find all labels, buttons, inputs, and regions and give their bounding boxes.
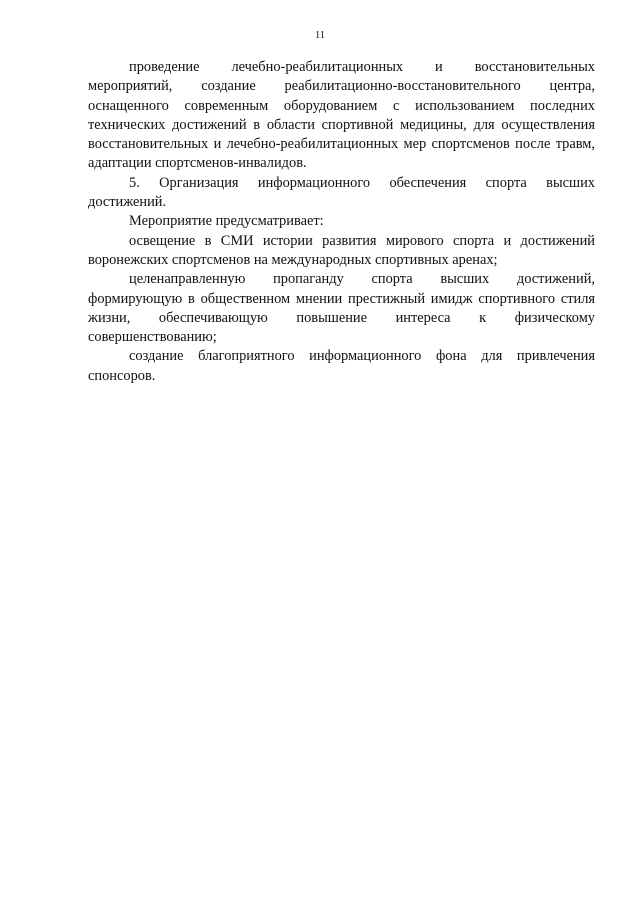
paragraph-measure-provides: Мероприятие предусматривает: bbox=[129, 213, 324, 230]
document-body bbox=[88, 58, 595, 386]
paragraph-sport-propaganda: целенаправленную пропаганду спорта высших достижений, формирующую в общественном мнении престижный имидж спортивного стиля жизни, обеспечивающую повышение интереса к физическому совершенствованию; bbox=[88, 271, 595, 346]
paragraph-media-coverage: освещение в СМИ истории развития мирового спорта и достижений воронежских спортсменов на международных спортивных аренах; bbox=[88, 232, 595, 268]
paragraph-section-5-heading: 5. Организация информационного обеспечения спорта высших достижений. bbox=[88, 174, 595, 211]
page-number: 11 bbox=[314, 30, 326, 41]
paragraph-rehabilitation-measures: проведение лечебно-реабилитационных и восстановительных мероприятий, создание реабилитационно-восстановительного центра, оснащенного современным оборудованием с использованием последних технических достижений в области спортивной медицины, для осуществления восстановительных и лечебно-реабилитационных мер спортсменов после травм, адаптации спортсменов-инвалидов. bbox=[88, 59, 595, 172]
paragraph-sponsor-background: создание благоприятного информационного фона для привлечения спонсоров. bbox=[88, 348, 595, 384]
